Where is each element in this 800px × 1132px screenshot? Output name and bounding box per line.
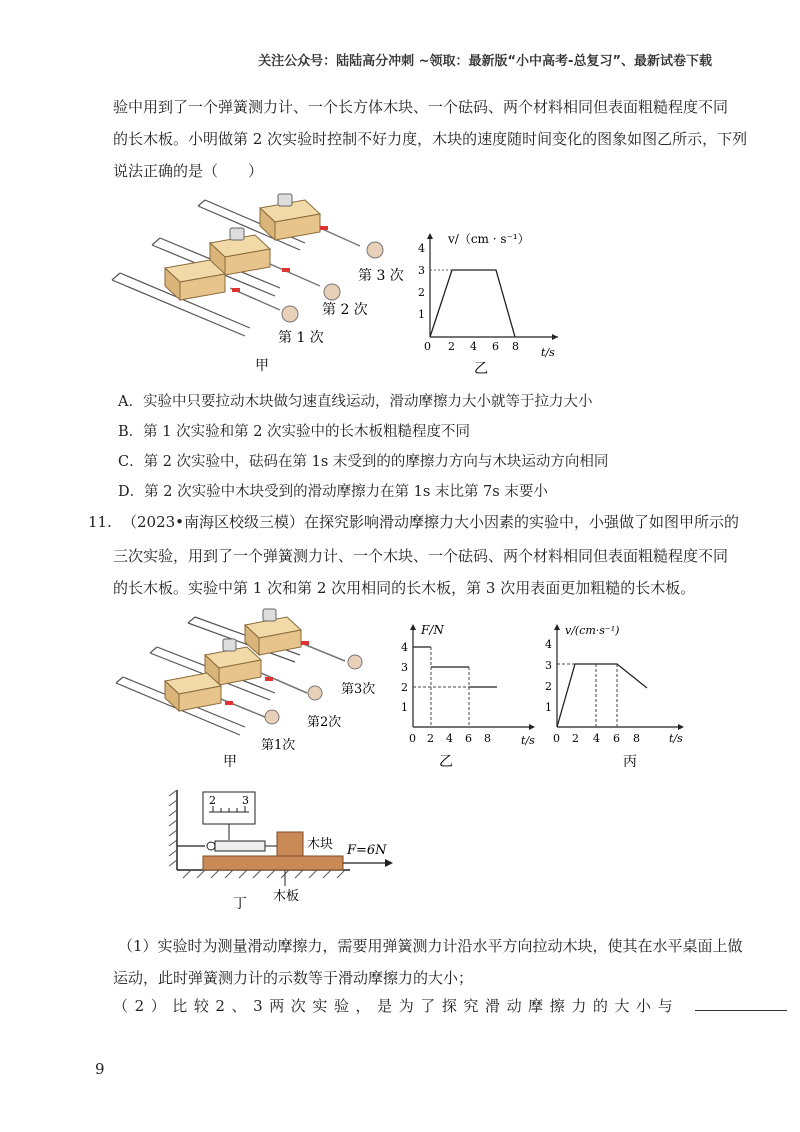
force-arrow-icon	[385, 859, 393, 867]
q11-label-trial-1: 第1次	[261, 738, 296, 753]
q10-option-d: D．第 2 次实验中木块受到的滑动摩擦力在第 1s 末比第 7s 末要小	[118, 484, 548, 500]
svg-text:2: 2	[572, 732, 579, 745]
q11-sub1-line-2: 运动，此时弹簧测力计的示数等于滑动摩擦力的大小；	[113, 969, 474, 987]
q10-line-2: 的长木板。小明做第 2 次实验时控制不好力度，木块的速度随时间变化的图象如图乙所示，下列	[113, 130, 748, 148]
block	[277, 832, 303, 856]
q11-caption-yi: 乙	[439, 754, 453, 770]
board	[203, 856, 343, 870]
vt-line	[430, 270, 515, 337]
q11-bing-ylabel: v/(cm·s⁻¹)	[565, 624, 620, 637]
block-3	[260, 194, 320, 240]
q11-figure-jia	[115, 605, 390, 770]
svg-text:3: 3	[545, 659, 552, 672]
label-trial-2: 第 2 次	[322, 302, 368, 318]
svg-text:2: 2	[401, 681, 408, 694]
svg-text:1: 1	[545, 701, 552, 714]
svg-text:6: 6	[613, 732, 620, 745]
label-trial-3: 第 3 次	[358, 268, 404, 284]
q11-caption-ding: 丁	[233, 896, 247, 912]
q11-hand-1-icon	[265, 710, 279, 724]
q11-vt-line	[557, 664, 647, 727]
q11-caption-bing: 丙	[623, 754, 637, 770]
force-label: F=6N	[347, 843, 387, 858]
svg-text:1: 1	[401, 701, 408, 714]
q11-hand-2-icon	[308, 686, 322, 700]
q11-label-trial-3: 第3次	[341, 682, 376, 697]
q11-block-3	[245, 609, 301, 655]
block-label: 木块	[307, 837, 334, 852]
q10-option-a: A．实验中只要拉动木块做匀速直线运动，滑动摩擦力大小就等于拉力大小	[118, 394, 593, 410]
q11-line-1: （2023•南海区校级三模）在探究影响滑动摩擦力大小因素的实验中，小强做了如图甲所示的	[122, 513, 740, 531]
q11-figure-bing-vt-graph	[537, 620, 692, 770]
q11-block-1	[165, 673, 221, 711]
svg-text:2: 2	[418, 286, 425, 299]
svg-text:8: 8	[512, 340, 519, 353]
svg-text:3: 3	[242, 794, 249, 807]
q11-caption-jia: 甲	[223, 754, 237, 770]
page-number: 9	[95, 1060, 105, 1078]
q10-line-3: 说法正确的是（ ）	[113, 162, 264, 180]
svg-text:6: 6	[492, 340, 499, 353]
svg-text:8: 8	[484, 732, 491, 745]
svg-text:2: 2	[545, 680, 552, 693]
q10-line-1: 验中用到了一个弹簧测力计、一个长方体木块、一个砝码、两个材料相同但表面粗糙程度不同	[113, 98, 729, 116]
svg-text:2: 2	[209, 794, 216, 807]
hand-3-icon	[367, 242, 383, 258]
q11-yi-ylabel: F/N	[421, 623, 444, 637]
q11-yi-xlabel: t/s	[521, 734, 535, 747]
svg-text:4: 4	[545, 638, 552, 651]
svg-text:0: 0	[409, 732, 416, 745]
yi-ylabel: v/（cm · s⁻¹）	[448, 232, 530, 246]
q11-label-trial-2: 第2次	[307, 715, 342, 730]
svg-text:0: 0	[424, 340, 431, 353]
answer-blank[interactable]	[695, 1010, 787, 1011]
label-trial-1: 第 1 次	[278, 330, 324, 346]
block-1	[165, 260, 225, 300]
page-header: 关注公众号：陆陆高分冲刺 ~领取：最新版“小中高考-总复习”、最新试卷下载	[258, 54, 712, 69]
svg-text:4: 4	[401, 641, 408, 654]
svg-text:6: 6	[465, 732, 472, 745]
svg-text:0: 0	[553, 732, 560, 745]
board-label: 木板	[273, 889, 300, 904]
gauge-ring-icon	[207, 842, 215, 850]
gauge-body	[215, 841, 265, 851]
svg-text:3: 3	[401, 661, 408, 674]
svg-text:4: 4	[418, 242, 425, 255]
q10-figure-jia	[110, 188, 410, 378]
q11-sub2-line: （ 2 ） 比 较 2 、 3 两 次 实 验 ， 是 为 了 探 究 滑 动 摩 擦 力 的 大 小 与	[113, 997, 673, 1015]
svg-text:8: 8	[633, 732, 640, 745]
svg-text:4: 4	[593, 732, 600, 745]
svg-text:4: 4	[470, 340, 477, 353]
q11-figure-yi-ft-graph	[393, 620, 543, 770]
q11-number: 11.	[88, 513, 112, 531]
q10-figure-yi-vt-graph	[408, 225, 578, 380]
yi-xlabel: t/s	[541, 346, 555, 359]
hand-2-icon	[324, 284, 340, 300]
q11-sub1-line-1: （1）实验时为测量滑动摩擦力，需要用弹簧测力计沿水平方向拉动木块，使其在水平桌面上做	[118, 937, 743, 955]
caption-yi: 乙	[474, 361, 488, 377]
q11-figure-ding	[165, 782, 410, 912]
hand-1-icon	[282, 306, 298, 322]
q10-option-c: C．第 2 次实验中，砝码在第 1s 末受到的的摩擦力方向与木块运动方向相同	[118, 454, 609, 470]
q11-bing-xlabel: t/s	[669, 732, 683, 745]
q11-line-2: 三次实验，用到了一个弹簧测力计、一个木块、一个砝码、两个材料相同但表面粗糙程度不同	[113, 547, 729, 565]
svg-text:2: 2	[448, 340, 455, 353]
caption-jia: 甲	[255, 358, 269, 374]
svg-text:4: 4	[446, 732, 453, 745]
svg-text:2: 2	[427, 732, 434, 745]
svg-text:1: 1	[418, 308, 425, 321]
svg-text:3: 3	[418, 264, 425, 277]
q10-option-b: B．第 1 次实验和第 2 次实验中的长木板粗糙程度不同	[118, 424, 471, 440]
q11-hand-3-icon	[348, 655, 362, 669]
q11-line-3: 的长木板。实验中第 1 次和第 2 次用相同的长木板，第 3 次用表面更加粗糙的长木板。	[113, 579, 696, 597]
